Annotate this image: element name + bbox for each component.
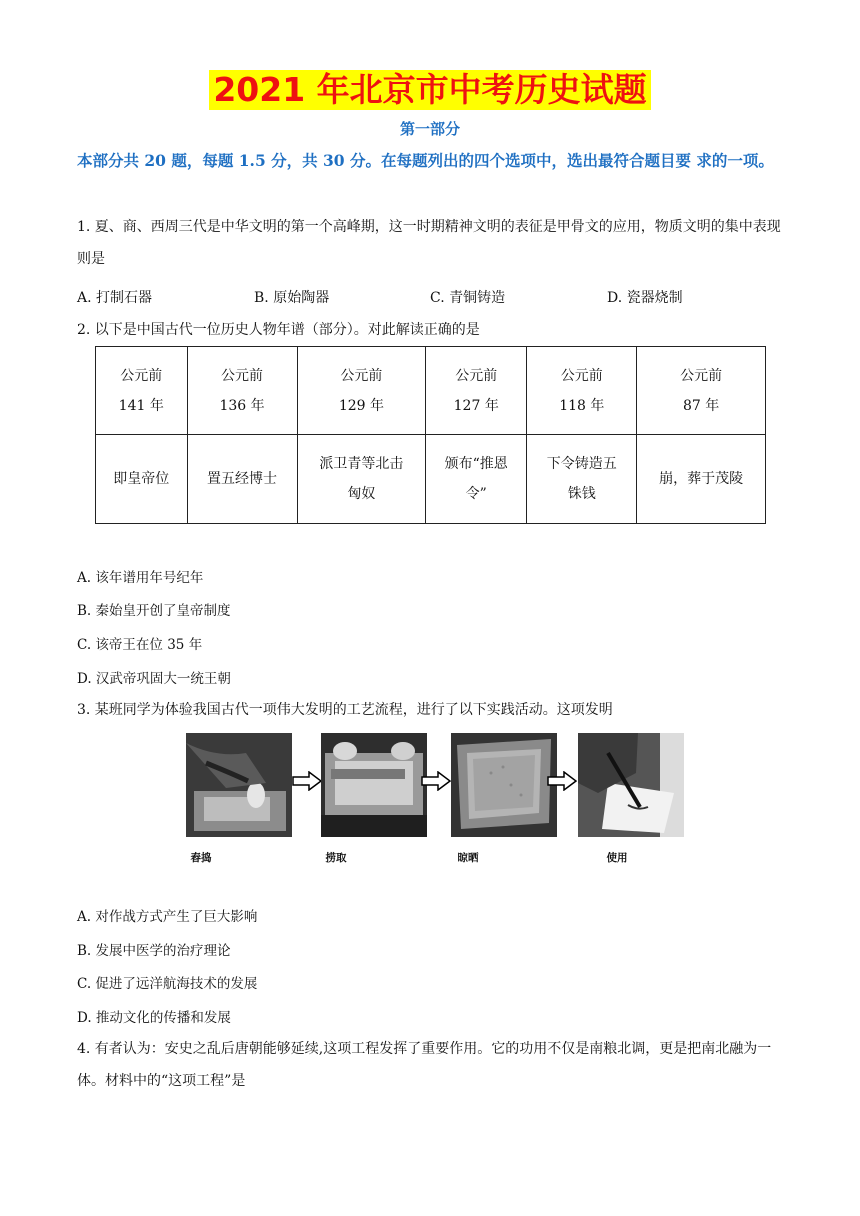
caption-pounding: 舂捣: [190, 852, 212, 864]
arrow-icon: [547, 771, 577, 791]
q1-option-c[interactable]: C. 青铜铸造: [430, 290, 506, 306]
table-cell-year: 公元前 87 年: [637, 347, 766, 435]
q1-option-b[interactable]: B. 原始陶器: [254, 290, 330, 306]
question-1-options: [77, 287, 787, 311]
page-title: 2021 年北京市中考历史试题: [209, 70, 650, 110]
arrow-icon: [421, 771, 451, 791]
q3-option-a[interactable]: A. 对作战方式产生了巨大影响: [77, 909, 258, 925]
caption-using: 使用: [606, 852, 628, 864]
question-3-text: 3. 某班同学为体验我国古代一项伟大发明的工艺流程，进行了以下实践活动。这项发明: [77, 702, 613, 718]
table-cell-year: 公元前 129 年: [297, 347, 426, 435]
table-cell-event: 崩，葬于茂陵: [637, 435, 766, 524]
q3-option-d[interactable]: D. 推动文化的传播和发展: [77, 1010, 231, 1026]
table-cell-year: 公元前 136 年: [187, 347, 297, 435]
table-cell-event: 下令铸造五 铢钱: [527, 435, 637, 524]
table-cell-year: 公元前 141 年: [96, 347, 188, 435]
q1-option-d[interactable]: D. 瓷器烧制: [607, 290, 683, 306]
photo-drying: [451, 733, 557, 837]
part-heading: 第一部分: [399, 120, 460, 138]
photo-pounding: [186, 733, 292, 837]
section-instructions: 本部分共 20 题，每题 1.5 分，共 30 分。在每题列出的四个选项中，选出最符合题目要 求的一项。: [77, 151, 774, 170]
q3-option-c[interactable]: C. 促进了远洋航海技术的发展: [77, 976, 258, 992]
table-cell-event: 颁布“推恩 令”: [426, 435, 527, 524]
question-1-text: 1. 夏、商、西周三代是中华文明的第一个高峰期，这一时期精神文明的表征是甲骨文的应用，物质文明的集中表现则是: [77, 219, 781, 267]
question-2-text: 2. 以下是中国古代一位历史人物年谱（部分）。对此解读正确的是: [77, 322, 480, 338]
table-cell-year: 公元前 118 年: [527, 347, 637, 435]
arrow-icon: [292, 771, 322, 791]
q2-option-b[interactable]: B. 秦始皇开创了皇帝制度: [77, 603, 231, 619]
q2-option-d[interactable]: D. 汉武帝巩固大一统王朝: [77, 671, 231, 687]
caption-scooping: 捞取: [325, 852, 347, 864]
table-cell-event: 即皇帝位: [96, 435, 188, 524]
chronology-table: [95, 346, 766, 524]
table-row-events: [96, 435, 766, 524]
title-container: [0, 70, 860, 110]
caption-drying: 晾晒: [457, 852, 479, 864]
photo-scooping: [321, 733, 427, 837]
question-4-text: 4. 有者认为：安史之乱后唐朝能够延续,这项工程发挥了重要作用。它的功用不仅是南粮北调，更是把南北融为一体。材料中的“这项工程”是: [77, 1041, 772, 1089]
q3-option-b[interactable]: B. 发展中医学的治疗理论: [77, 943, 231, 959]
table-row-years: [96, 347, 766, 435]
photo-using: [578, 733, 684, 837]
table-cell-year: 公元前 127 年: [426, 347, 527, 435]
q2-option-a[interactable]: A. 该年谱用年号纪年: [77, 570, 204, 586]
table-cell-event: 置五经博士: [187, 435, 297, 524]
q1-option-a[interactable]: A. 打制石器: [77, 290, 153, 306]
table-cell-event: 派卫青等北击 匈奴: [297, 435, 426, 524]
q2-option-c[interactable]: C. 该帝王在位 35 年: [77, 637, 203, 653]
